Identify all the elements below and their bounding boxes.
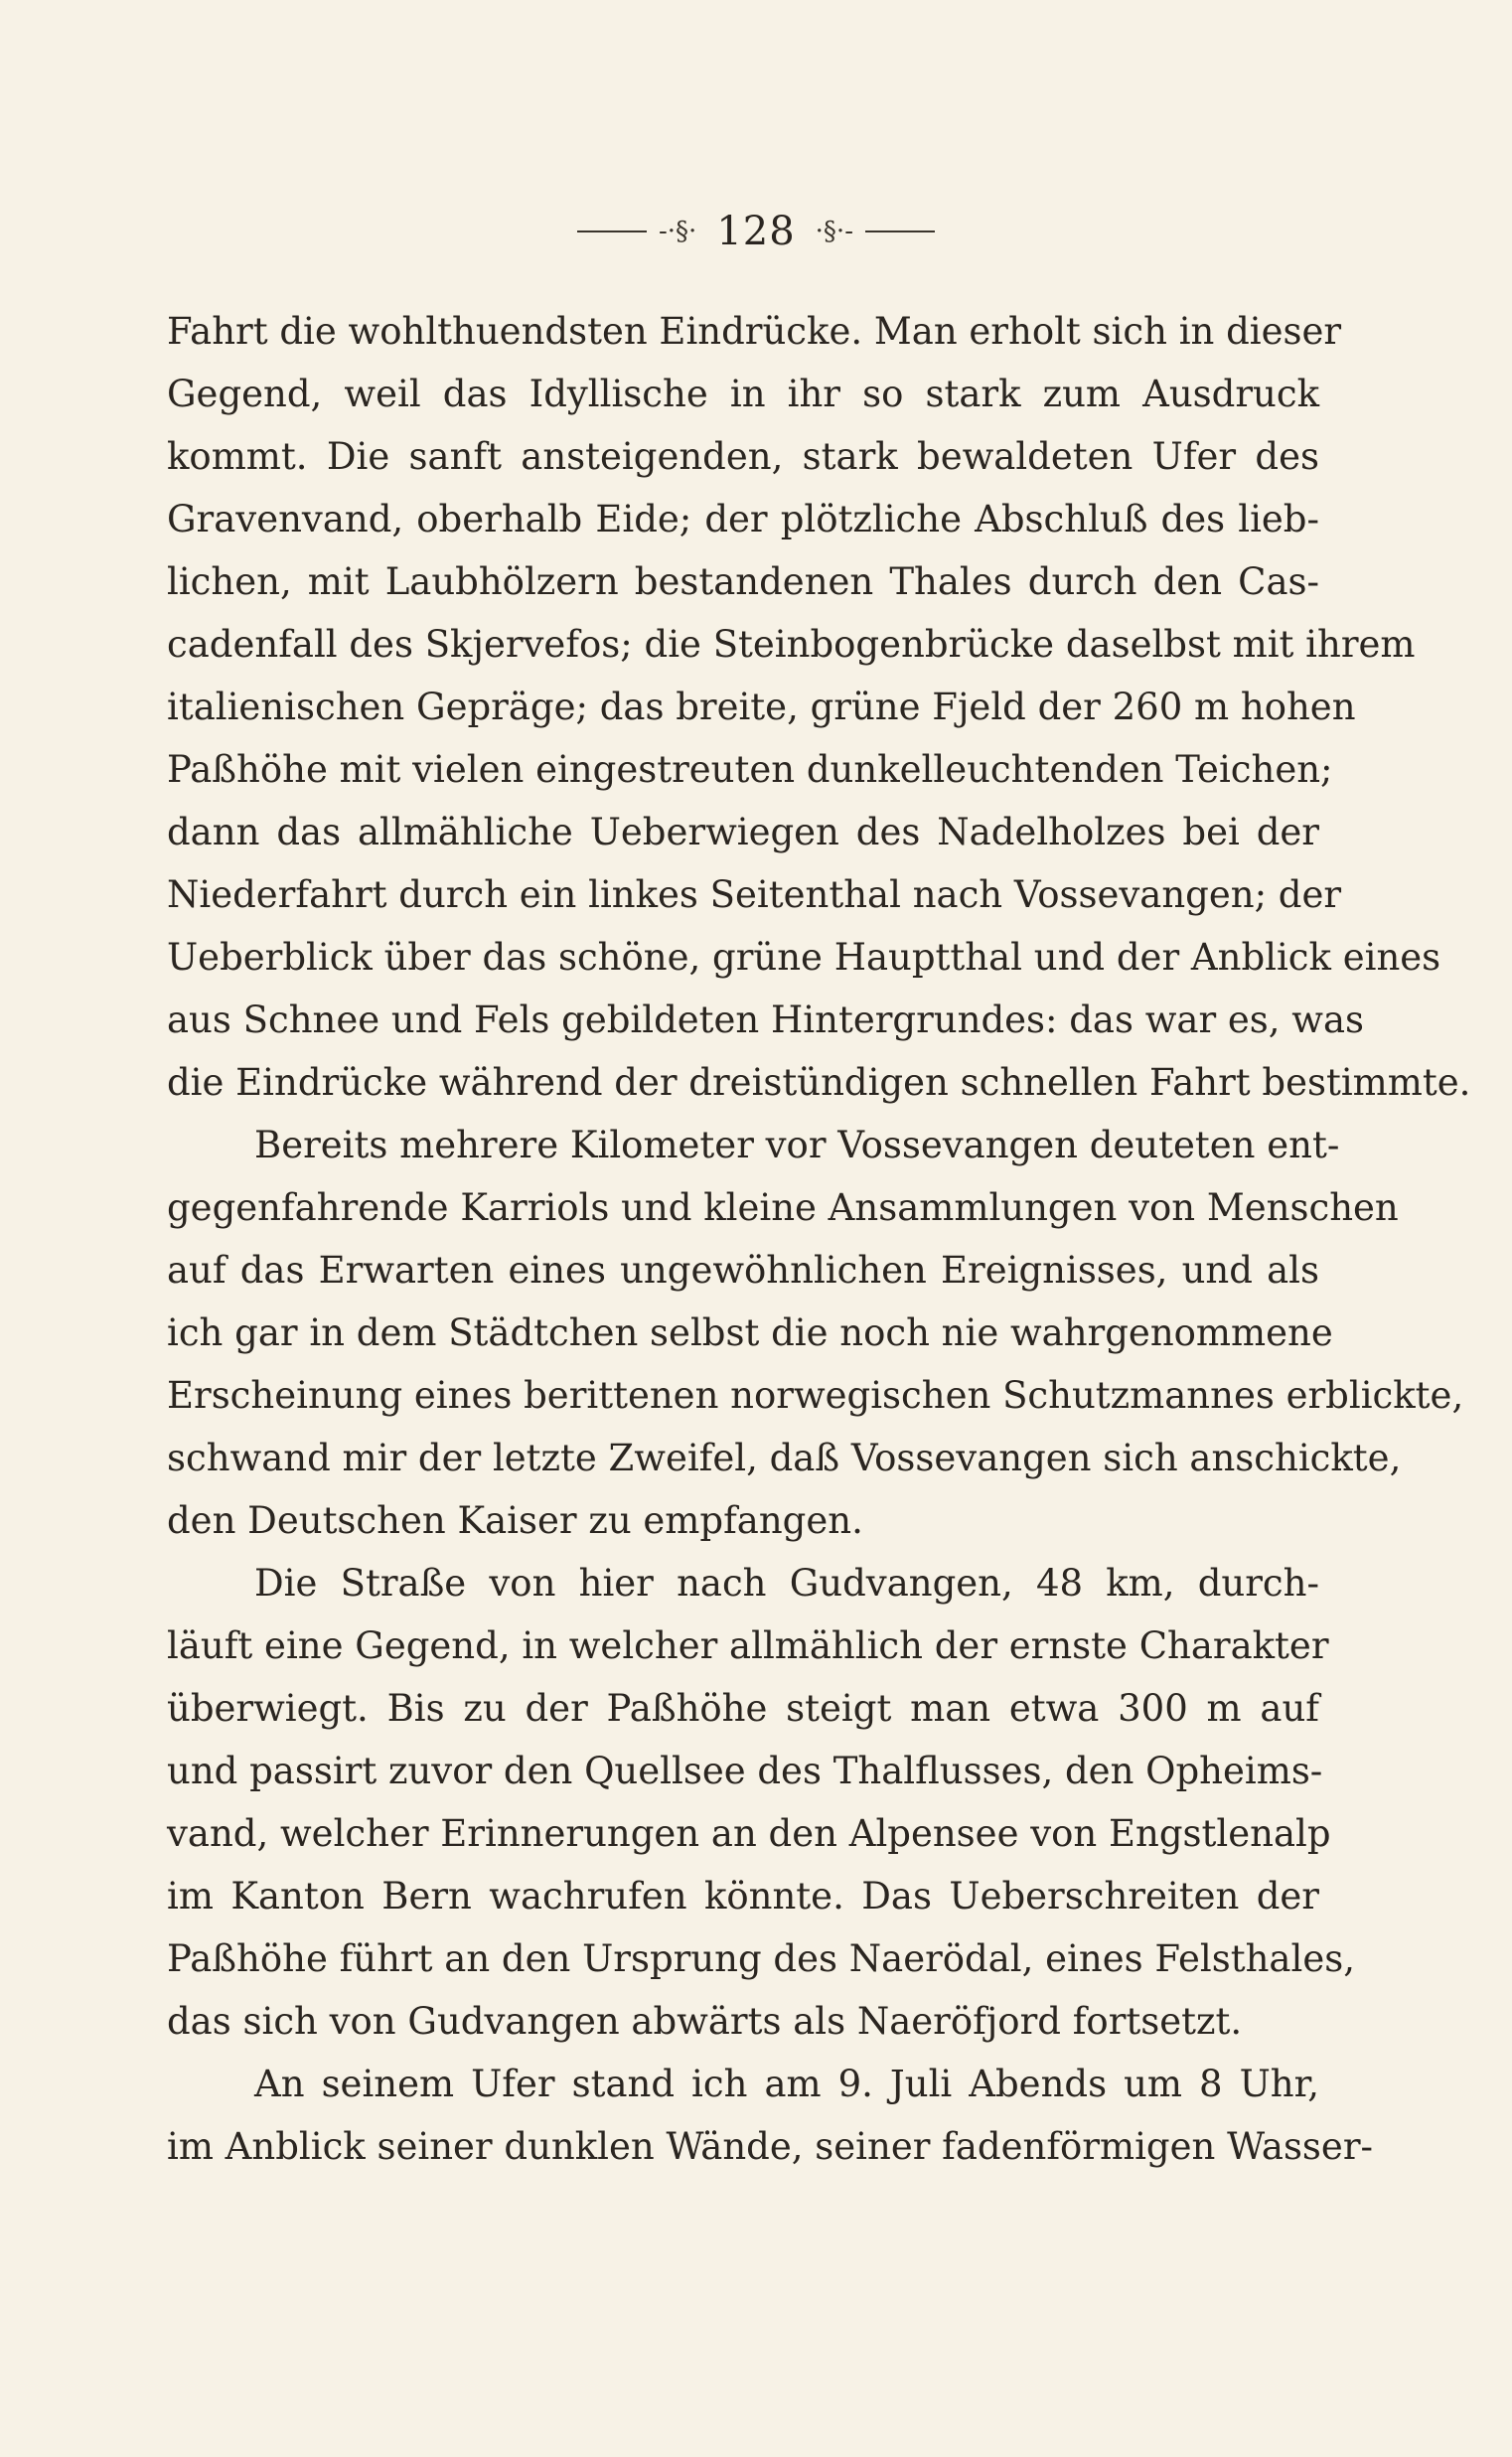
text-line: im Kanton Bern wachrufen könnte. Das Ueberschreiten der — [167, 1875, 1319, 1918]
text-line: auf das Erwarten eines ungewöhnlichen Ereignisses, und als — [167, 1249, 1319, 1292]
text-line: Gravenvand, oberhalb Eide; der plötzliche Abschluß des lieb- — [167, 498, 1319, 540]
text-line: dann das allmähliche Ueberwiegen des Nadelholzes bei der — [167, 811, 1319, 853]
text-line: Erscheinung eines berittenen norwegischen Schutzmannes erblickte, — [167, 1374, 1464, 1417]
text-line: Niederfahrt durch ein linkes Seitenthal nach Vossevangen; der — [167, 873, 1342, 916]
header-rule-right — [865, 230, 935, 232]
text-line: Gegend, weil das Idyllische in ihr so stark zum Ausdruck — [167, 373, 1319, 415]
text-line: im Anblick seiner dunklen Wände, seiner fadenförmigen Wasser- — [167, 2125, 1374, 2168]
text-line: cadenfall des Skjervefos; die Steinbogenbrücke daselbst mit ihrem — [167, 623, 1416, 666]
page-number: 128 — [716, 209, 796, 254]
text-line: ich gar in dem Städtchen selbst die noch nie wahrgenommene — [167, 1311, 1333, 1354]
page-header — [0, 197, 1512, 266]
header-rule-left — [577, 230, 647, 232]
paragraph-start-line: Die Straße von hier nach Gudvangen, 48 km, durch- — [254, 1562, 1319, 1605]
paragraph-end-line: den Deutschen Kaiser zu empfangen. — [167, 1499, 863, 1542]
text-line: vand, welcher Erinnerungen an den Alpensee von Engstlenalp — [167, 1812, 1331, 1855]
text-line: italienischen Gepräge; das breite, grüne Fjeld der 260 m hohen — [167, 686, 1356, 728]
text-line: Ueberblick über das schöne, grüne Hauptthal und der Anblick eines — [167, 936, 1441, 979]
text-line: Fahrt die wohlthuendsten Eindrücke. Man erholt sich in dieser — [167, 310, 1342, 353]
body-text — [167, 300, 1471, 2178]
paragraph-end-line: die Eindrücke während der dreistündigen schnellen Fahrt bestimmte. — [167, 1061, 1471, 1104]
header-ornament-right: ·§·- — [815, 217, 853, 246]
text-line: aus Schnee und Fels gebildeten Hintergrundes: das war es, was — [167, 998, 1365, 1041]
text-line: schwand mir der letzte Zweifel, daß Vossevangen sich anschickte, — [167, 1437, 1402, 1479]
paragraph-start-line: Bereits mehrere Kilometer vor Vossevangen deuteten ent- — [254, 1124, 1340, 1166]
text-line: gegenfahrende Karriols und kleine Ansammlungen von Menschen — [167, 1186, 1399, 1229]
text-line: Paßhöhe mit vielen eingestreuten dunkelleuchtenden Teichen; — [167, 748, 1333, 791]
text-line: Paßhöhe führt an den Ursprung des Naerödal, eines Felsthales, — [167, 1937, 1355, 1980]
text-line: und passirt zuvor den Quellsee des Thalflusses, den Opheims- — [167, 1750, 1323, 1792]
paragraph-end-line: das sich von Gudvangen abwärts als Naeröfjord fortsetzt. — [167, 2000, 1243, 2043]
paragraph-start-line: An seinem Ufer stand ich am 9. Juli Abends um 8 Uhr, — [254, 2063, 1319, 2105]
text-line: läuft eine Gegend, in welcher allmählich der ernste Charakter — [167, 1624, 1329, 1667]
header-ornament-left: -·§· — [658, 217, 697, 246]
text-line: überwiegt. Bis zu der Paßhöhe steigt man etwa 300 m auf — [167, 1687, 1319, 1730]
text-line: kommt. Die sanft ansteigenden, stark bewaldeten Ufer des — [167, 435, 1319, 478]
text-line: lichen, mit Laubhölzern bestandenen Thales durch den Cas- — [167, 560, 1319, 603]
